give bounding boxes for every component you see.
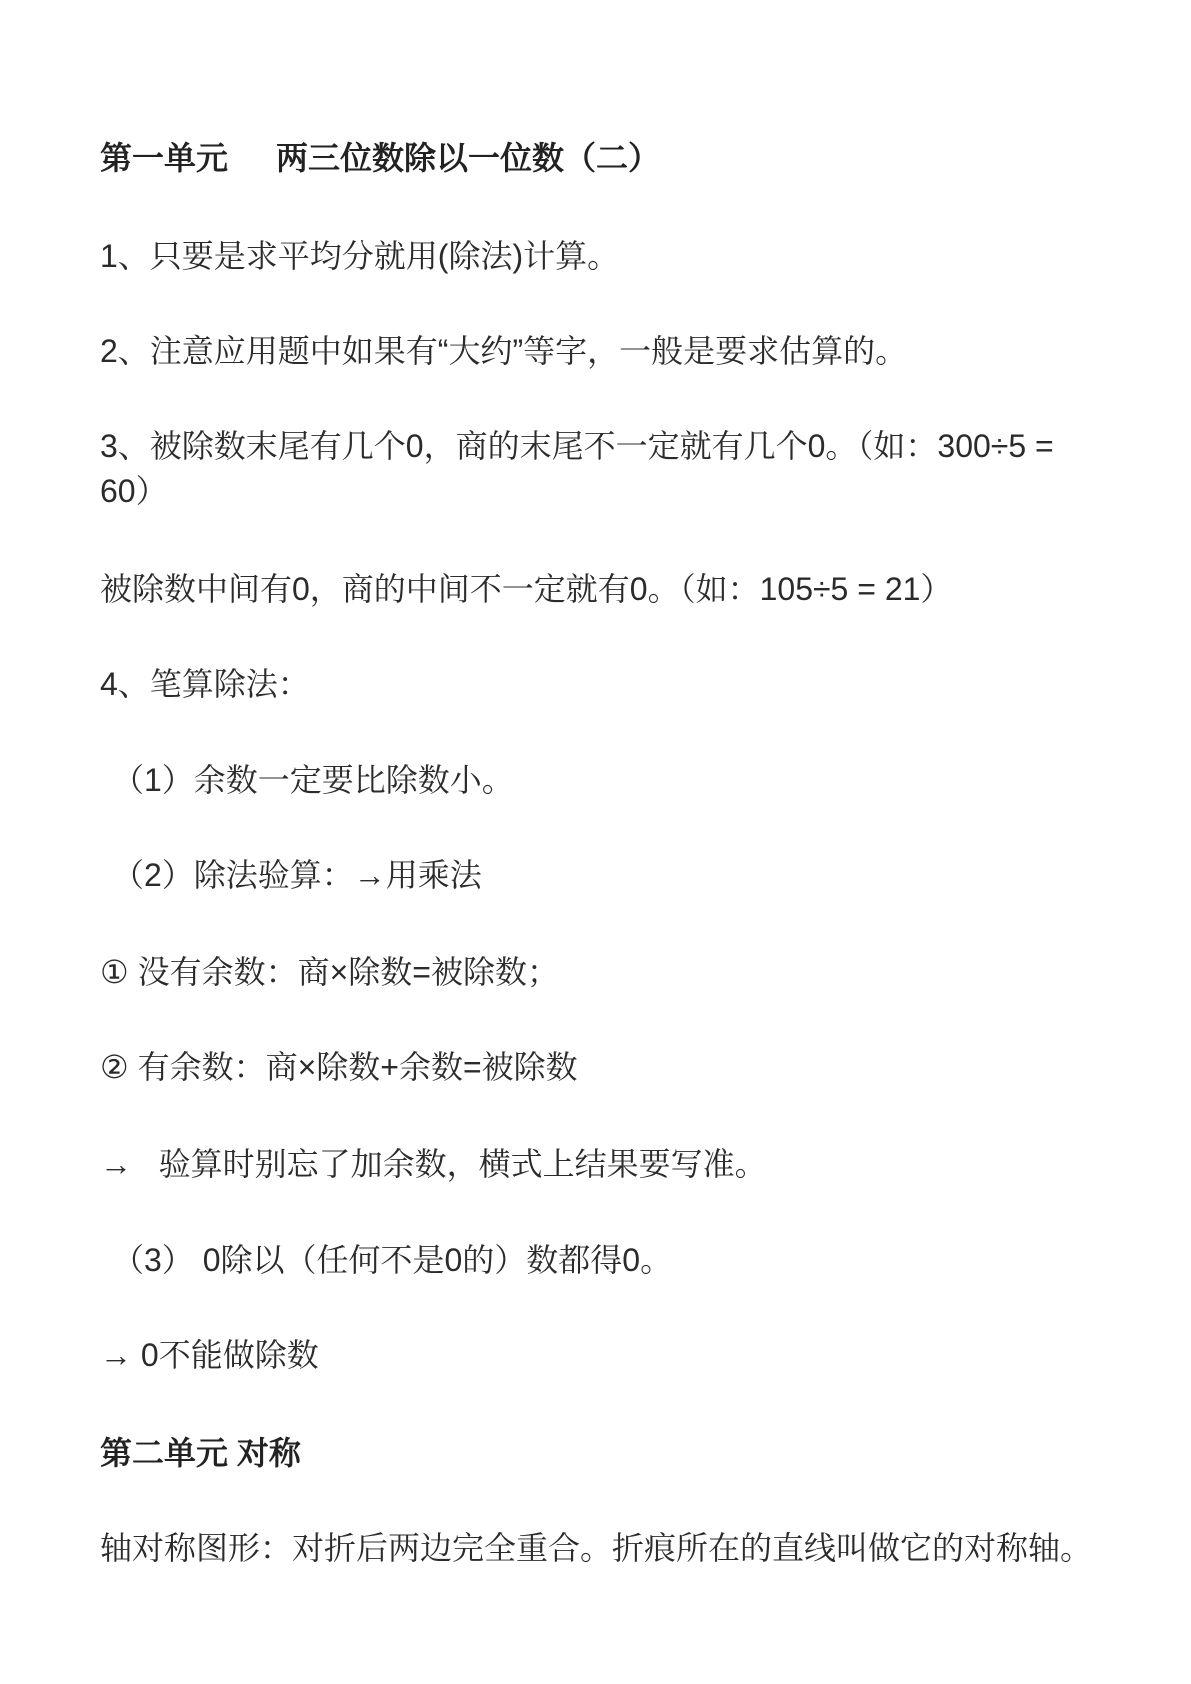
point-1: 1、只要是求平均分就用(除法)计算。 — [100, 238, 620, 274]
point-4: 4、笔算除法： — [100, 666, 310, 702]
point-2: 2、注意应用题中如果有“大约”等字，一般是要求估算的。 — [100, 333, 908, 369]
point-4-1: （1）余数一定要比除数小。 — [112, 762, 514, 798]
zero-divisor-note: → 0不能做除数 — [100, 1337, 319, 1373]
unit2-definition: 轴对称图形：对折后两边完全重合。折痕所在的直线叫做它的对称轴。 — [100, 1530, 1093, 1566]
point-4-3: （3） 0除以（任何不是0的）数都得0。 — [112, 1242, 673, 1278]
point-3: 3、被除数末尾有几个0，商的末尾不一定就有几个0。（如：300÷5 = 60） — [100, 428, 1054, 509]
check-reminder: → 验算时别忘了加余数，横式上结果要写准。 — [100, 1146, 767, 1182]
check-with-remainder: ② 有余数：商×除数+余数=被除数 — [100, 1049, 578, 1085]
unit1-title: 两三位数除以一位数（二） — [276, 140, 661, 176]
point-3-note: 被除数中间有0，商的中间不一定就有0。（如：105÷5 = 21） — [100, 571, 953, 607]
point-4-2: （2）除法验算：→用乘法 — [112, 857, 482, 893]
unit2-heading: 第二单元 对称 — [100, 1435, 301, 1471]
unit1-heading — [100, 136, 1095, 181]
unit1-label: 第一单元 — [100, 140, 229, 176]
check-no-remainder: ① 没有余数：商×除数=被除数； — [100, 954, 559, 990]
